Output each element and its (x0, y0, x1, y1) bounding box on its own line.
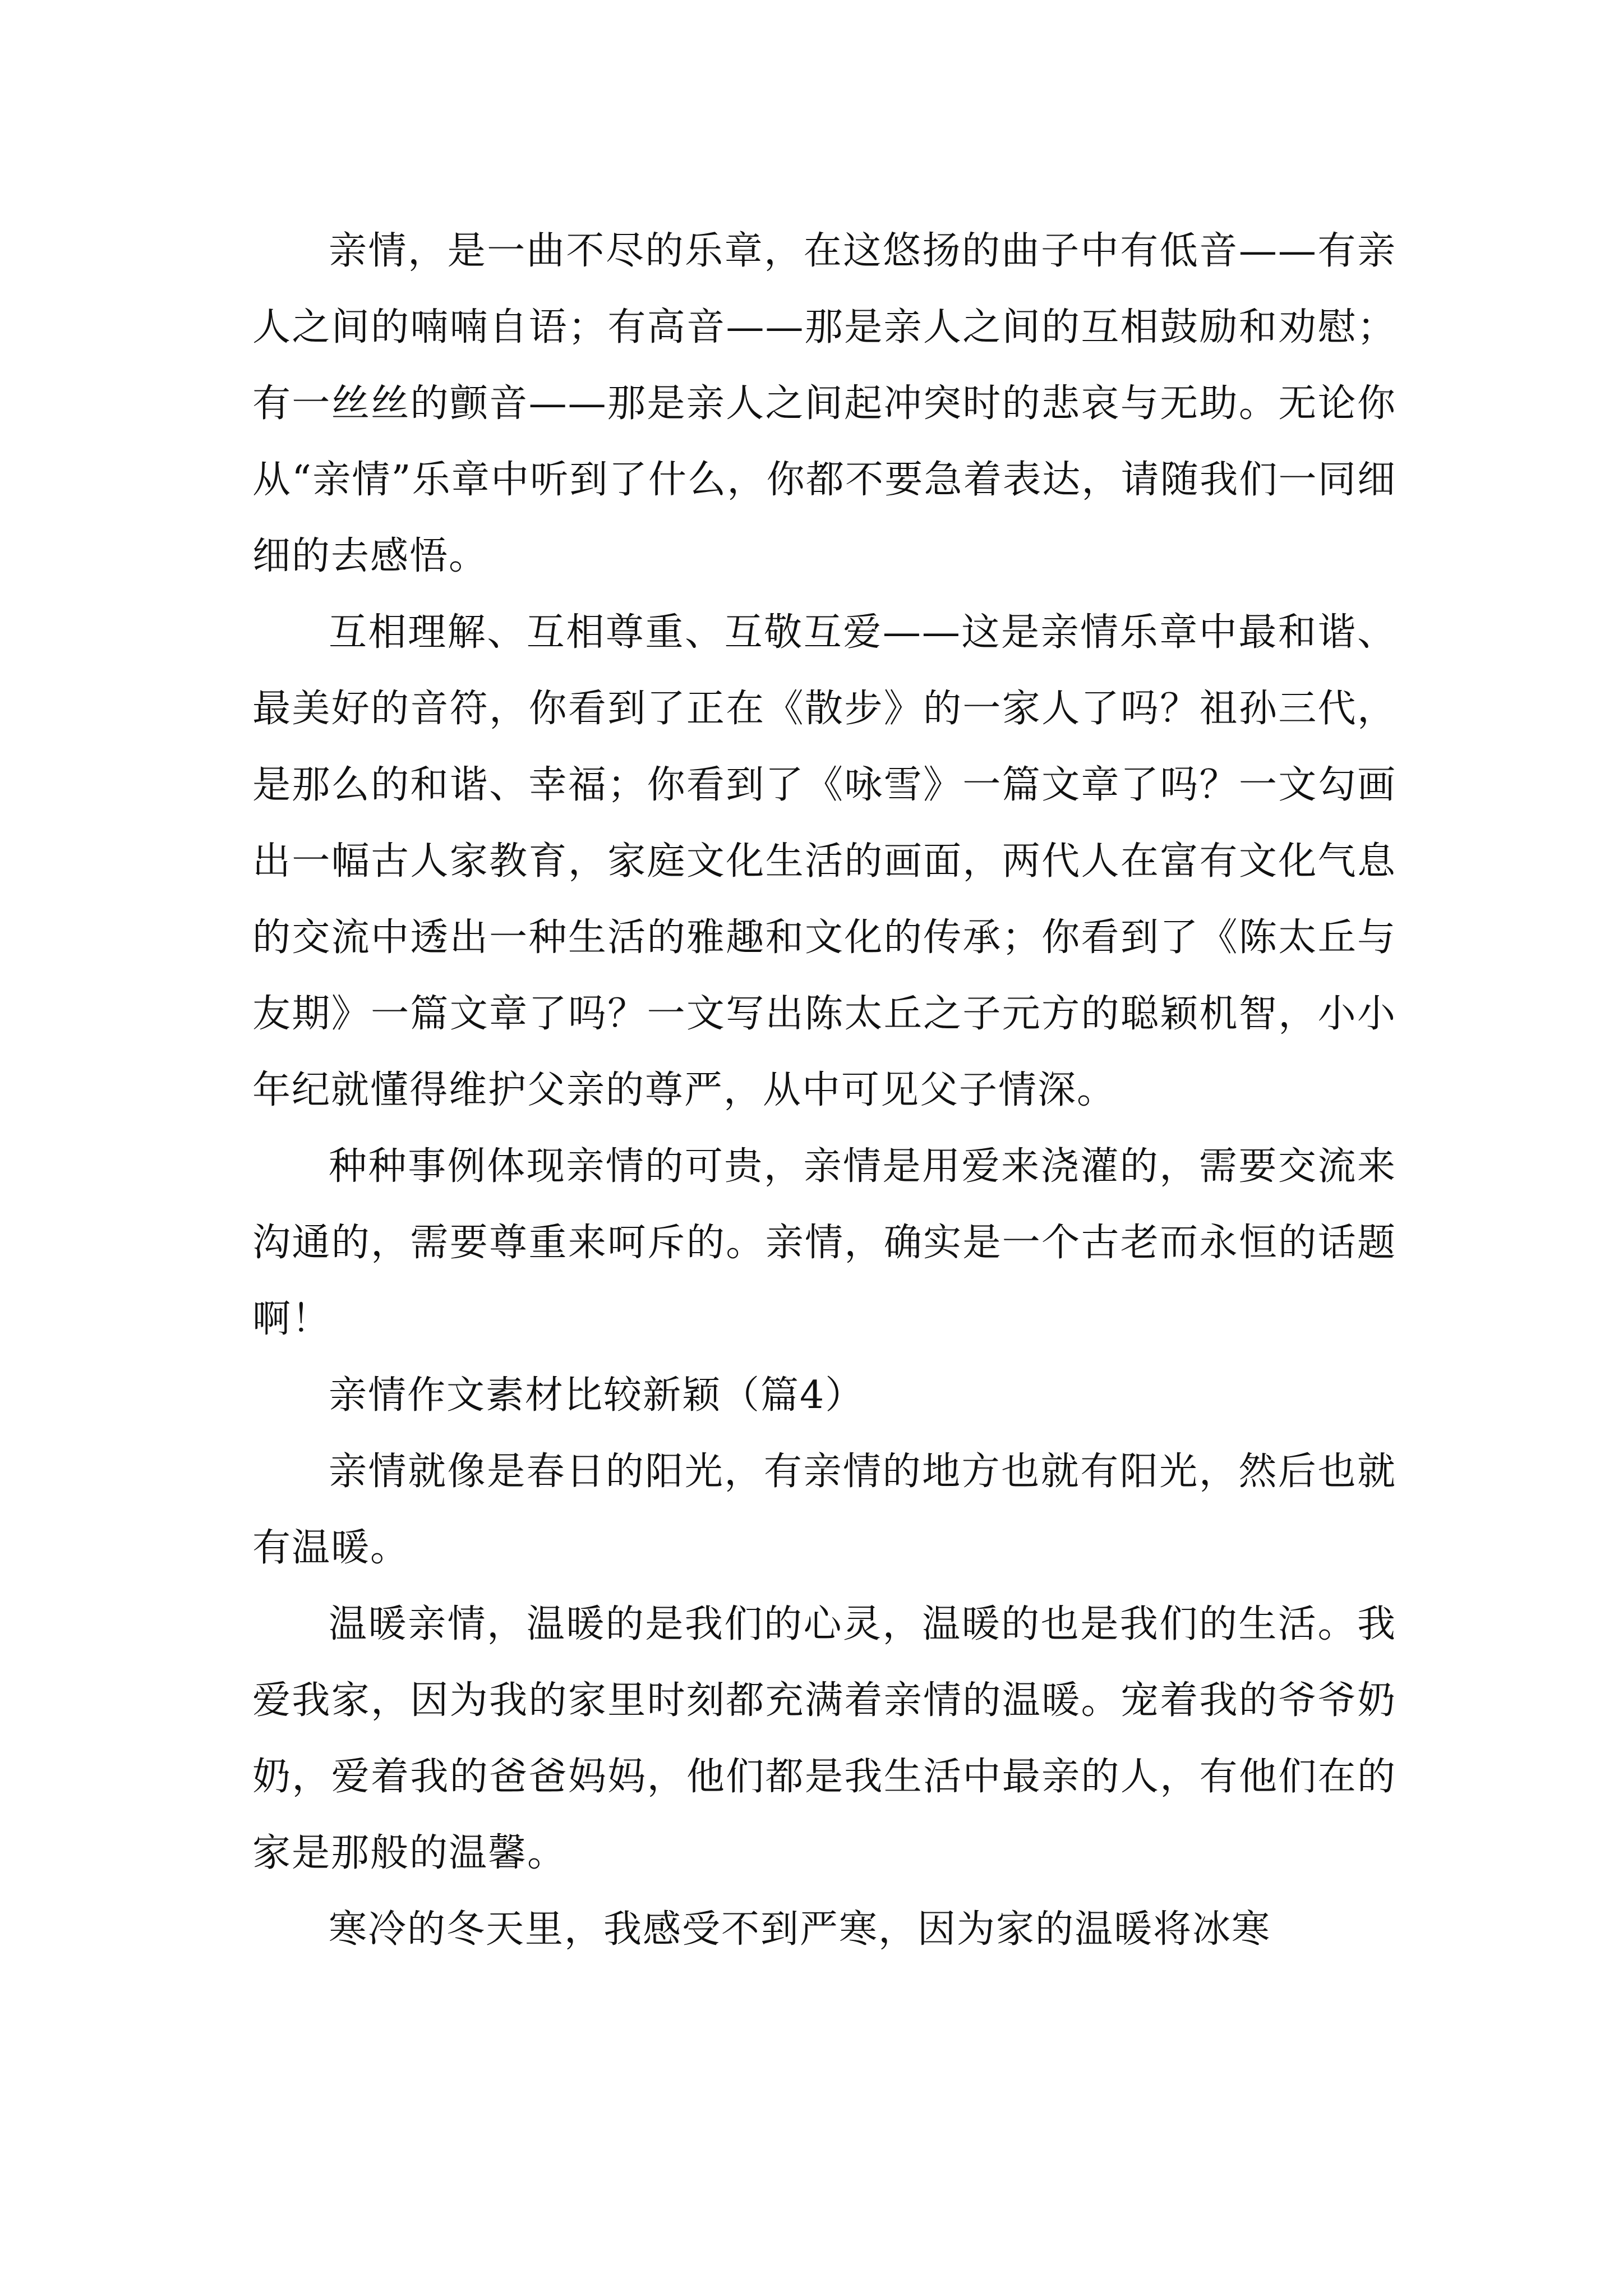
section-heading: 亲情作文素材比较新颖（篇4） (329, 1373, 865, 1418)
paragraph-1: 亲情，是一曲不尽的乐章，在这悠扬的曲子中有低音——有亲人之间的喃喃自语；有高音——那是亲人之间的互相鼓励和劝慰；有一丝丝的颤音——那是亲人之间起冲突时的悲哀与无助。无论你从“亲情”乐章中听到了什么，你都不要急着表达，请随我们一同细细的去感悟。 (252, 229, 1396, 578)
paragraph-3: 种种事例体现亲情的可贵，亲情是用爱来浇灌的，需要交流来沟通的，需要尊重来呵斥的。亲情，确实是一个古老而永恒的话题啊！ (252, 1144, 1396, 1341)
paragraph-5: 温暖亲情，温暖的是我们的心灵，温暖的也是我们的生活。我爱我家，因为我的家里时刻都充满着亲情的温暖。宠着我的爷爷奶奶，爱着我的爸爸妈妈，他们都是我生活中最亲的人，有他们在的家是那般的温馨。 (252, 1602, 1396, 1875)
paragraph-6: 寒冷的冬天里，我感受不到严寒，因为家的温暖将冰寒 (329, 1907, 1271, 1952)
paragraph-4: 亲情就像是春日的阳光，有亲情的地方也就有阳光，然后也就有温暖。 (252, 1450, 1396, 1570)
document-body (252, 213, 1396, 1968)
paragraph-2: 互相理解、互相尊重、互敬互爱——这是亲情乐章中最和谐、最美好的音符，你看到了正在《散步》的一家人了吗？祖孙三代，是那么的和谐、幸福；你看到了《咏雪》一篇文章了吗？一文勾画出一幅古人家教育，家庭文化生活的画面，两代人在富有文化气息的交流中透出一种生活的雅趣和文化的传承；你看到了《陈太丘与友期》一篇文章了吗？一文写出陈太丘之子元方的聪颖机智，小小年纪就懂得维护父亲的尊严，从中可见父子情深。 (252, 610, 1396, 1112)
